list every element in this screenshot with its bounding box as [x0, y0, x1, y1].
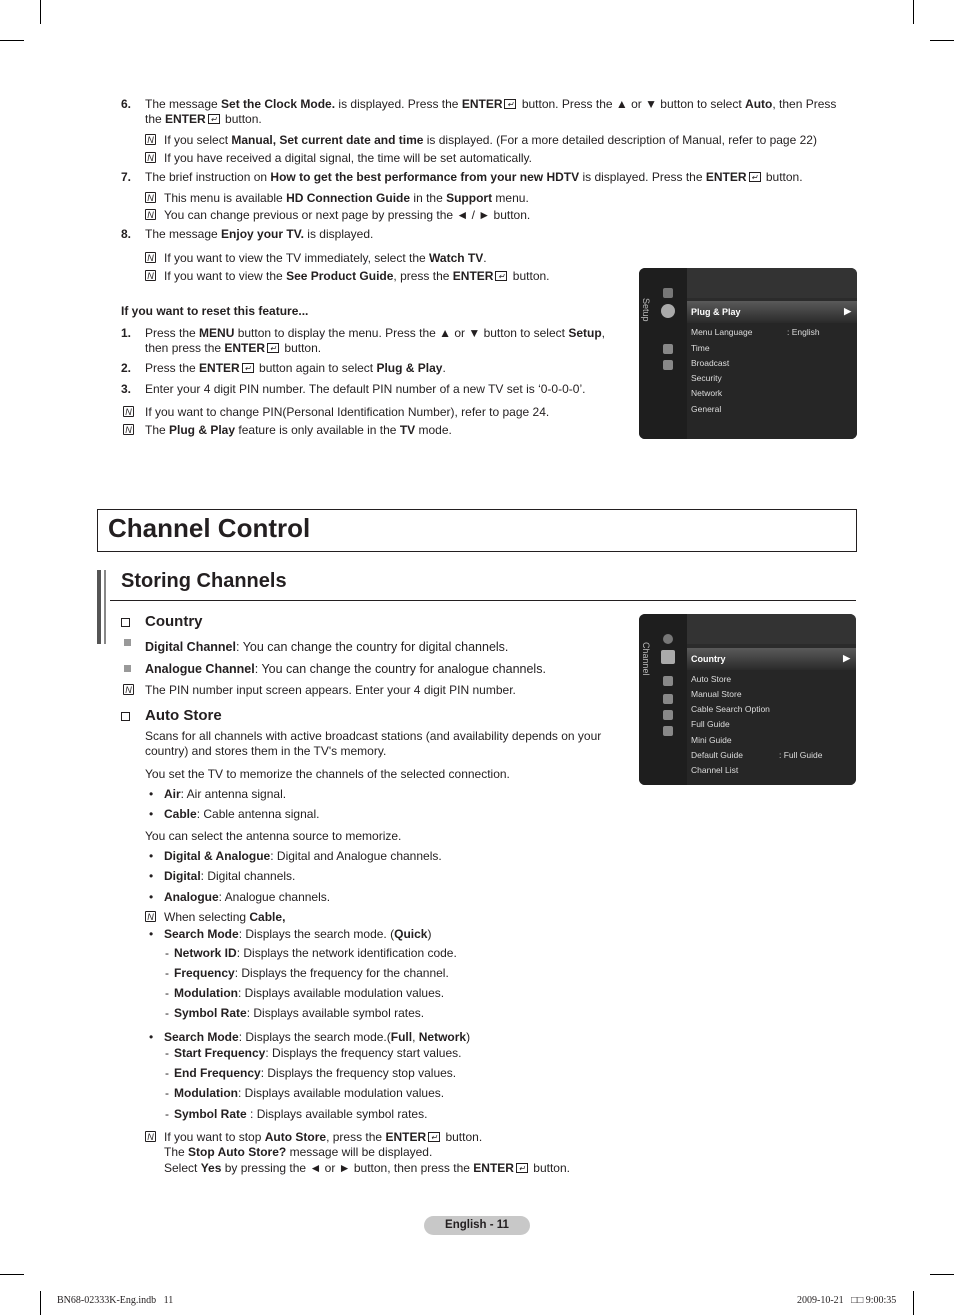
- crop-mark: [40, 1291, 41, 1315]
- reset-section: [121, 304, 621, 444]
- crop-mark: [0, 1274, 24, 1275]
- note-icon: N: [123, 424, 134, 435]
- osd-selected-item: Plug & Play ▶: [687, 301, 857, 323]
- page-number: English - 11: [445, 1219, 509, 1231]
- step-text: Press the MENU button to display the menu. Press the ▲ or ▼ button to select Setup,: [145, 326, 605, 340]
- osd-menu-item: Security: [691, 373, 722, 383]
- support-icon: [663, 726, 673, 736]
- country-item: Digital Channel: You can change the country for digital channels.: [145, 640, 509, 654]
- crop-mark: [930, 40, 954, 41]
- note-text: Select Yes by pressing the ◄ or ► button, then press the ENTER ↵ button.: [164, 1161, 570, 1175]
- osd-menu-item: General: [691, 404, 722, 414]
- paragraph: Scans for all channels with active broadcast stations (and availability depends on your: [145, 729, 602, 743]
- osd-menu-item: Time: [691, 343, 710, 353]
- osd-menu-item: Mini Guide: [691, 735, 732, 745]
- note-text: If you select Manual, Set current date and time is displayed. (For a more detailed description of Manual, refer to page 22): [164, 133, 817, 147]
- note-text: If you have received a digital signal, the time will be set automatically.: [164, 151, 532, 165]
- step-text: Enter your 4 digit PIN number. The default PIN number of a new TV set is ‘0-0-0-0’.: [145, 382, 586, 396]
- paragraph: You can select the antenna source to memorize.: [145, 829, 402, 843]
- note-icon: N: [145, 911, 156, 922]
- note-text: If you want to stop Auto Store, press the ENTER ↵ button.: [164, 1130, 483, 1144]
- crop-mark: [0, 40, 24, 41]
- crop-mark: [930, 1274, 954, 1275]
- note-text: The Stop Auto Store? message will be displayed.: [164, 1145, 433, 1159]
- note-icon: N: [145, 1131, 156, 1142]
- section-rule: [110, 600, 856, 601]
- osd-menu-value: : Full Guide: [779, 750, 823, 760]
- list-item: Digital: Digital channels.: [164, 869, 296, 883]
- osd-menu-item: Cable Search Option: [691, 704, 770, 714]
- osd-menu-item: Full Guide: [691, 719, 730, 729]
- footer-file: BN68-02333K-Eng.indb 11: [57, 1295, 174, 1306]
- osd-menu-item: Channel List: [691, 765, 739, 775]
- section-bar: [104, 570, 106, 644]
- section-title: Storing Channels: [121, 570, 287, 592]
- note-icon: N: [145, 192, 156, 203]
- step-number: 1.: [121, 326, 132, 340]
- footer-date: 2009-10-21 □□ 9:00:35: [797, 1295, 897, 1306]
- crop-mark: [913, 1291, 914, 1315]
- paragraph: country) and stores them in the TV's memory.: [145, 744, 387, 758]
- step-number: 8.: [121, 227, 132, 241]
- country-section: [121, 612, 621, 702]
- step-number: 2.: [121, 361, 132, 375]
- crop-mark: [40, 0, 41, 24]
- crop-mark: [913, 0, 914, 24]
- step-text: The message Enjoy your TV. is displayed.: [145, 227, 374, 241]
- osd-category-label: Setup: [641, 298, 651, 322]
- note-text: The Plug & Play feature is only available in the TV mode.: [145, 423, 452, 437]
- chapter-title: Channel Control: [108, 513, 311, 543]
- osd-menu-item: Broadcast: [691, 358, 730, 368]
- checkbox-icon: [121, 712, 130, 721]
- list-item: Search Mode: Displays the search mode. (Quick): [164, 927, 432, 941]
- note-text: If you want to change PIN(Personal Identification Number), refer to page 24.: [145, 405, 550, 419]
- step-number: 3.: [121, 382, 132, 396]
- step-text: then press the ENTER ↵ button.: [145, 341, 322, 355]
- osd-category-label: Channel: [641, 642, 651, 676]
- autostore-heading: Auto Store: [145, 707, 222, 724]
- chapter-title-box: [97, 509, 857, 552]
- osd-menu-value: : English: [787, 327, 820, 337]
- gear-icon: [663, 676, 673, 686]
- step-text: Press the ENTER ↵ button again to select Plug & Play.: [145, 361, 446, 375]
- note-text: When selecting Cable,: [164, 910, 286, 924]
- step-number: 7.: [121, 170, 132, 184]
- autostore-section: Auto Store Scans for all channels with active broadcast stations (and availability depends on your country) and stores them in the TV's memory. You set the TV to memorize the channels of the selected connection. • Air: Air antenna signal. • Cable: Cable antenna signal. You can select the antenna source to memorize. • Digital & Analogue: Digital and Analogue channels. • Digital: Digital channels. • Analogue: Analogue channels. N When selecting Cable, • Search Mode: Displays the search mode. (Quick) - Network ID: Displays the network identification code. - Frequency: Displays the frequency for the channel. - Modulation: Displays available modulation values. - Symbol Rate: Displays available symbol rates. • Search Mode: Displays the search mode.(Full, Network) - Start Frequency: Displays the frequency start values. - End Frequency: Displays the frequency stop values. - Modulation: Displays available modulation values. - Symbol Rate : Displays available symbol rates. N If you want to stop Auto Store, press the ENTER ↵ button. The Stop Auto Store? message will be displayed. Select Yes by pressing the ◄ or ► button, then press the ENTER ↵ button.: [121, 706, 641, 1181]
- section-bar: [97, 570, 101, 644]
- note-icon: N: [123, 406, 134, 417]
- sub-item: End Frequency: Displays the frequency stop values.: [174, 1066, 457, 1080]
- list-item: Search Mode: Displays the search mode.(Full, Network): [164, 1030, 471, 1044]
- paragraph: You set the TV to memorize the channels of the selected connection.: [145, 767, 510, 781]
- step-text: The message Set the Clock Mode. is displayed. Press the ENTER ↵ button. Press the ▲ or ▼ button to select Auto, then Press: [145, 97, 837, 111]
- square-bullet-icon: [124, 639, 131, 646]
- note-text: If you want to view the See Product Guide, press the ENTER ↵ button.: [164, 269, 550, 283]
- app-icon: [663, 360, 673, 370]
- step-text: The brief instruction on How to get the best performance from your new HDTV is displayed. Press the ENTER ↵ button.: [145, 170, 803, 184]
- note-icon: N: [145, 152, 156, 163]
- sub-item: Network ID: Displays the network identification code.: [174, 946, 457, 960]
- note-text: This menu is available HD Connection Guide in the Support menu.: [164, 191, 529, 205]
- osd-selected-item: Country ▶: [687, 648, 856, 670]
- checkbox-icon: [121, 618, 130, 627]
- arrow-right-icon: ▶: [844, 306, 851, 316]
- osd-menu-item: Manual Store: [691, 689, 742, 699]
- osd-menu-item: Default Guide: [691, 750, 743, 760]
- osd-channel-menu: [639, 614, 856, 785]
- list-item: Digital & Analogue: Digital and Analogue channels.: [164, 849, 442, 863]
- sub-item: Symbol Rate : Displays available symbol rates.: [174, 1107, 428, 1121]
- list-item: Cable: Cable antenna signal.: [164, 807, 320, 821]
- note-icon: N: [145, 134, 156, 145]
- sub-item: Start Frequency: Displays the frequency start values.: [174, 1046, 462, 1060]
- osd-menu-item: Menu Language: [691, 327, 753, 337]
- gear-icon: [661, 304, 675, 318]
- sub-item: Symbol Rate: Displays available symbol rates.: [174, 1006, 425, 1020]
- list-item: Air: Air antenna signal.: [164, 787, 287, 801]
- note-text: The PIN number input screen appears. Enter your 4 digit PIN number.: [145, 683, 516, 697]
- country-heading: Country: [145, 613, 203, 630]
- osd-menu-item: Network: [691, 388, 723, 398]
- picture-icon: [663, 288, 673, 298]
- input-icon: [663, 694, 673, 704]
- step-number: 6.: [121, 97, 132, 111]
- setup-steps: [121, 97, 861, 287]
- sub-item: Modulation: Displays available modulation values.: [174, 986, 445, 1000]
- note-icon: N: [145, 209, 156, 220]
- page-number-badge: [424, 1216, 530, 1235]
- arrow-right-icon: ▶: [843, 653, 850, 663]
- osd-menu-item: Auto Store: [691, 674, 732, 684]
- note-icon: N: [145, 270, 156, 281]
- satellite-icon: [661, 650, 675, 664]
- square-bullet-icon: [124, 665, 131, 672]
- note-text: If you want to view the TV immediately, select the Watch TV.: [164, 251, 487, 265]
- picture-icon: [663, 634, 673, 644]
- osd-setup-menu: [639, 268, 857, 439]
- app-icon: [663, 710, 673, 720]
- country-item: Analogue Channel: You can change the country for analogue channels.: [145, 662, 546, 676]
- note-icon: N: [145, 252, 156, 263]
- step-text: the ENTER ↵ button.: [145, 112, 262, 126]
- reset-heading: If you want to reset this feature...: [121, 304, 309, 318]
- sub-item: Frequency: Displays the frequency for the channel.: [174, 966, 449, 980]
- sub-item: Modulation: Displays available modulation values.: [174, 1086, 445, 1100]
- note-text: You can change previous or next page by pressing the ◄ / ► button.: [164, 208, 531, 222]
- list-item: Analogue: Analogue channels.: [164, 890, 331, 904]
- note-icon: N: [123, 684, 134, 695]
- input-icon: [663, 344, 673, 354]
